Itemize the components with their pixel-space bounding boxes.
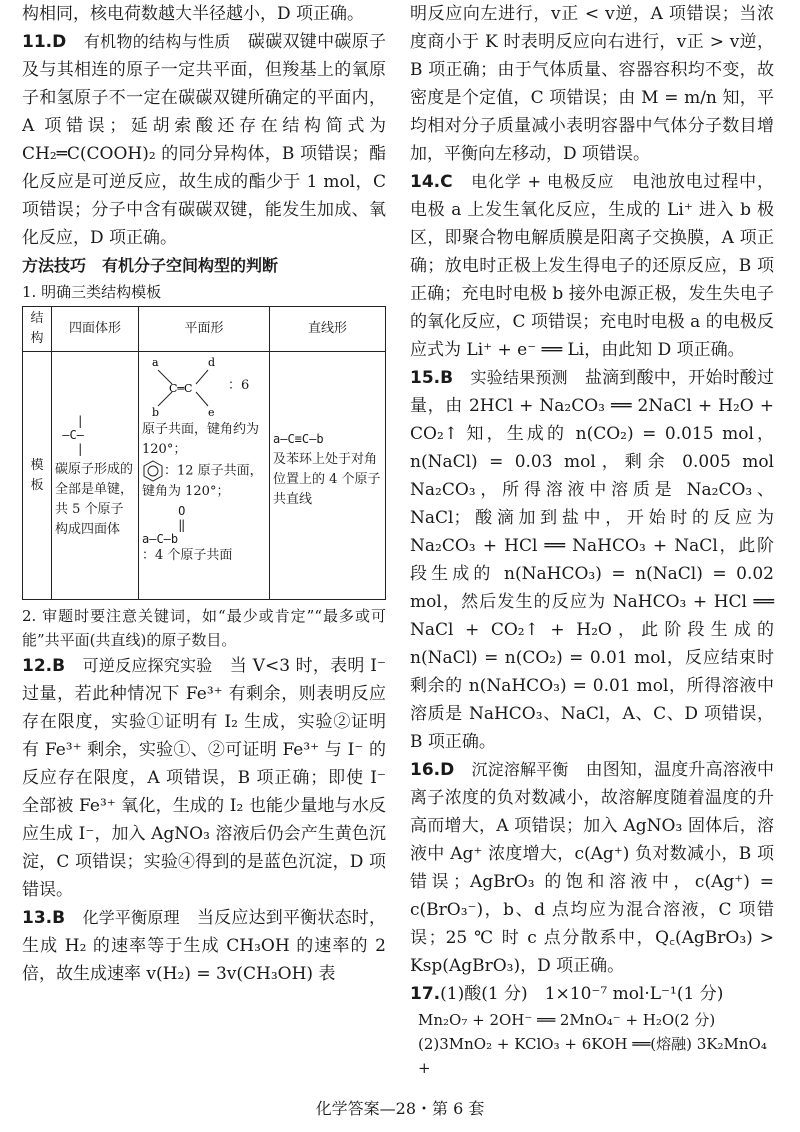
tetrahedral-text: 碳原子形成的全部是单键，共 5 个原子构成四面体	[55, 462, 134, 537]
topic-tag: 可逆反应探究实验	[82, 656, 213, 675]
tip-item-1: 1. 明确三类结构模板	[22, 283, 162, 301]
question-number: 11.D	[22, 32, 67, 52]
ethylene-text: 原子共面，键角约为 120°；	[142, 422, 260, 457]
header-tetrahedral: 四面体形	[52, 307, 139, 352]
svg-text:d: d	[208, 356, 216, 369]
question-number: 13.B	[22, 908, 66, 928]
template-table	[22, 306, 386, 600]
tetrahedral-structure: | —C— |	[62, 414, 84, 456]
carbonyl-structure: O ‖ a—C—b	[142, 504, 186, 546]
answer-12	[22, 652, 386, 904]
linear-text: 及苯环上处于对角位置上的 4 个原子共直线	[273, 452, 381, 507]
answer-text: 盐滴到酸中，开始时酸过量，由 2HCl + Na₂CO₃ ══ 2NaCl + H₂O + CO₂↑ 知，生成的 n(CO₂) = 0.015 mol，n(NaCl) = 0.03 mol，剩余 0.005 mol Na₂CO₃，所得溶液中溶质是 Na₂CO₃、NaCl；酸滴加到盐中，开始时的反应为 Na₂CO₃ + HCl ══ NaHCO₃ + NaCl，此阶段生成的 n(NaHCO₃) = n(NaCl) = 0.02 mol，然后发生的反应为 NaHCO₃ + HCl ══ NaCl + CO₂↑ + H₂O，此阶段生成的 n(NaCl) = n(CO₂) = 0.01 mol，反应结束时剩余的 n(NaHCO₃) = 0.01 mol，所得溶液中溶质是 NaHCO₃、NaCl，A、C、D 项错误，B 项正确。	[410, 368, 775, 752]
header-planar: 平面形	[139, 307, 270, 352]
table-corner: 结构	[23, 307, 52, 352]
question-number: 14.C	[410, 172, 453, 192]
right-column	[410, 0, 774, 1080]
header-linear: 直线形	[270, 307, 386, 352]
svg-text:e: e	[208, 406, 215, 418]
answer-text: 电池放电过程中，电极 a 上发生氧化反应，生成的 Li⁺ 进入 b 极区，即聚合物电解质膜是阳离子交换膜，A 项正确；放电时正极上发生得电子的还原反应，B 项正确；充电时电极 b 接外电源正极，发生失电子的氧化反应，C 项错误；充电时电极 a 的电极反应式为 Li⁺ + e⁻ ══ Li，由此知 D 项正确。	[410, 172, 775, 360]
answer-17-line-2: Mn₂O₇ + 2OH⁻ ══ 2MnO₄⁻ + H₂O(2 分)	[418, 1011, 716, 1029]
continued-text: 构相同，核电荷数越大半径越小，D 项正确。	[22, 4, 365, 24]
cell-planar	[139, 352, 270, 600]
question-number: 15.B	[410, 368, 454, 388]
topic-tag: 化学平衡原理	[82, 908, 180, 927]
page-footer: 化学答案—28・第 6 套	[315, 1099, 485, 1118]
ethylene-atom-count: ：6	[228, 378, 250, 393]
tip-title: 方法技巧 有机分子空间构型的判断	[22, 256, 279, 275]
cell-linear	[270, 352, 386, 600]
answer-text: 由图知，温度升高溶液中离子浓度的负对数减小，故溶解度随着温度的升高而增大，A 项错误；加入 AgNO₃ 固体后，溶液中 Ag⁺ 浓度增大，c(Ag⁺) 负对数减小，B 项错误；AgBrO₃ 的饱和溶液中，c(Ag⁺) = c(BrO₃⁻)，b、d 点均应为混合溶液，C 项错误；25 ℃ 时 c 点分散系中，Q꜀(AgBrO₃) > Ksp(AgBrO₃)，D 项正确。	[410, 760, 775, 976]
benzene-text: ：12 原子共面，键角为 120°；	[142, 463, 263, 499]
question-number: 12.B	[22, 656, 66, 676]
benzene-row	[142, 460, 266, 502]
topic-tag: 有机物的结构与性质	[83, 32, 231, 51]
ethylene-diagram	[142, 354, 232, 418]
topic-tag: 沉淀溶解平衡	[471, 760, 569, 779]
answer-17-part-1: (1)酸(1 分) 1×10⁻⁷ mol·L⁻¹(1 分)	[440, 984, 724, 1004]
answer-15	[410, 364, 774, 756]
svg-text:C═C: C═C	[169, 382, 193, 395]
carbonyl-text: ：4 个原子共面	[142, 548, 233, 563]
answer-17	[410, 980, 774, 1080]
svg-text:b: b	[152, 406, 160, 418]
answer-text: 当 V<3 时，表明 I⁻ 过量，若此种情况下 Fe³⁺ 有剩余，则表明反应存在限度，实验①证明有 I₂ 生成，实验②证明有 Fe³⁺ 剩余，实验①、②可证明 Fe³⁺ 与 I⁻ 的反应存在限度，A 项错误，B 项正确；即使 I⁻ 全部被 Fe³⁺ 氧化，生成的 I₂ 也能少量地与水反应生成 I⁻，加入 AgNO₃ 溶液后仍会产生黄色沉淀，C 项错误；实验④得到的是蓝色沉淀，D 项错误。	[22, 656, 386, 900]
question-number: 16.D	[410, 760, 455, 780]
question-number: 17.	[410, 984, 441, 1004]
topic-tag: 电化学 + 电极反应	[471, 172, 615, 191]
answer-text: 碳碳双键中碳原子及与其相连的原子一定共平面，但羧基上的氧原子和氢原子不一定在碳碳双键所确定的平面内，A 项错误；延胡索酸还存在结构简式为 CH₂═C(COOH)₂ 的同分异构体，B 项错误；酯化反应是可逆反应，故生成的酯少于 1 mol，C 项错误；分子中含有碳碳双键，能发生加成、氧化反应，D 项正确。	[22, 32, 387, 248]
answer-16	[410, 756, 774, 980]
left-column	[22, 0, 386, 988]
tip-item-2: 2. 审题时要注意关键词，如“最少或肯定”“最多或可能”共平面(共直线)的原子数目。	[22, 607, 386, 649]
answer-text: 当反应达到平衡状态时，生成 H₂ 的速率等于生成 CH₃OH 的速率的 2 倍，故生成速率 v(H₂) = 3v(CH₃OH) 表	[22, 908, 387, 984]
cell-tetrahedral	[52, 352, 139, 600]
ethylene-structure	[142, 354, 266, 420]
answer-14	[410, 168, 774, 364]
row-label: 模板	[23, 352, 52, 600]
answer-17-line-1	[410, 980, 774, 1008]
answer-11	[22, 28, 386, 252]
continued-text: 明反应向左进行，v正 < v逆，A 项错误；当浓度商小于 K 时表明反应向右进行，v正 > v逆，B 项正确；由于气体质量、容器容积均不变，故密度是个定值，C 项错误；由 M = m/n 知，平均相对分子质量减小表明容器中气体分子数目增加，平衡向左移动，D 项错误。	[410, 4, 774, 164]
alkyne-structure: a—C≡C—b	[273, 432, 324, 446]
benzene-ring-icon	[142, 460, 164, 482]
answer-13	[22, 904, 386, 988]
svg-text:a: a	[152, 356, 159, 369]
answer-17-line-3: (2)3MnO₂ + KClO₃ + 6KOH ══(熔融) 3K₂MnO₄ +	[418, 1035, 767, 1077]
topic-tag: 实验结果预测	[470, 368, 568, 387]
